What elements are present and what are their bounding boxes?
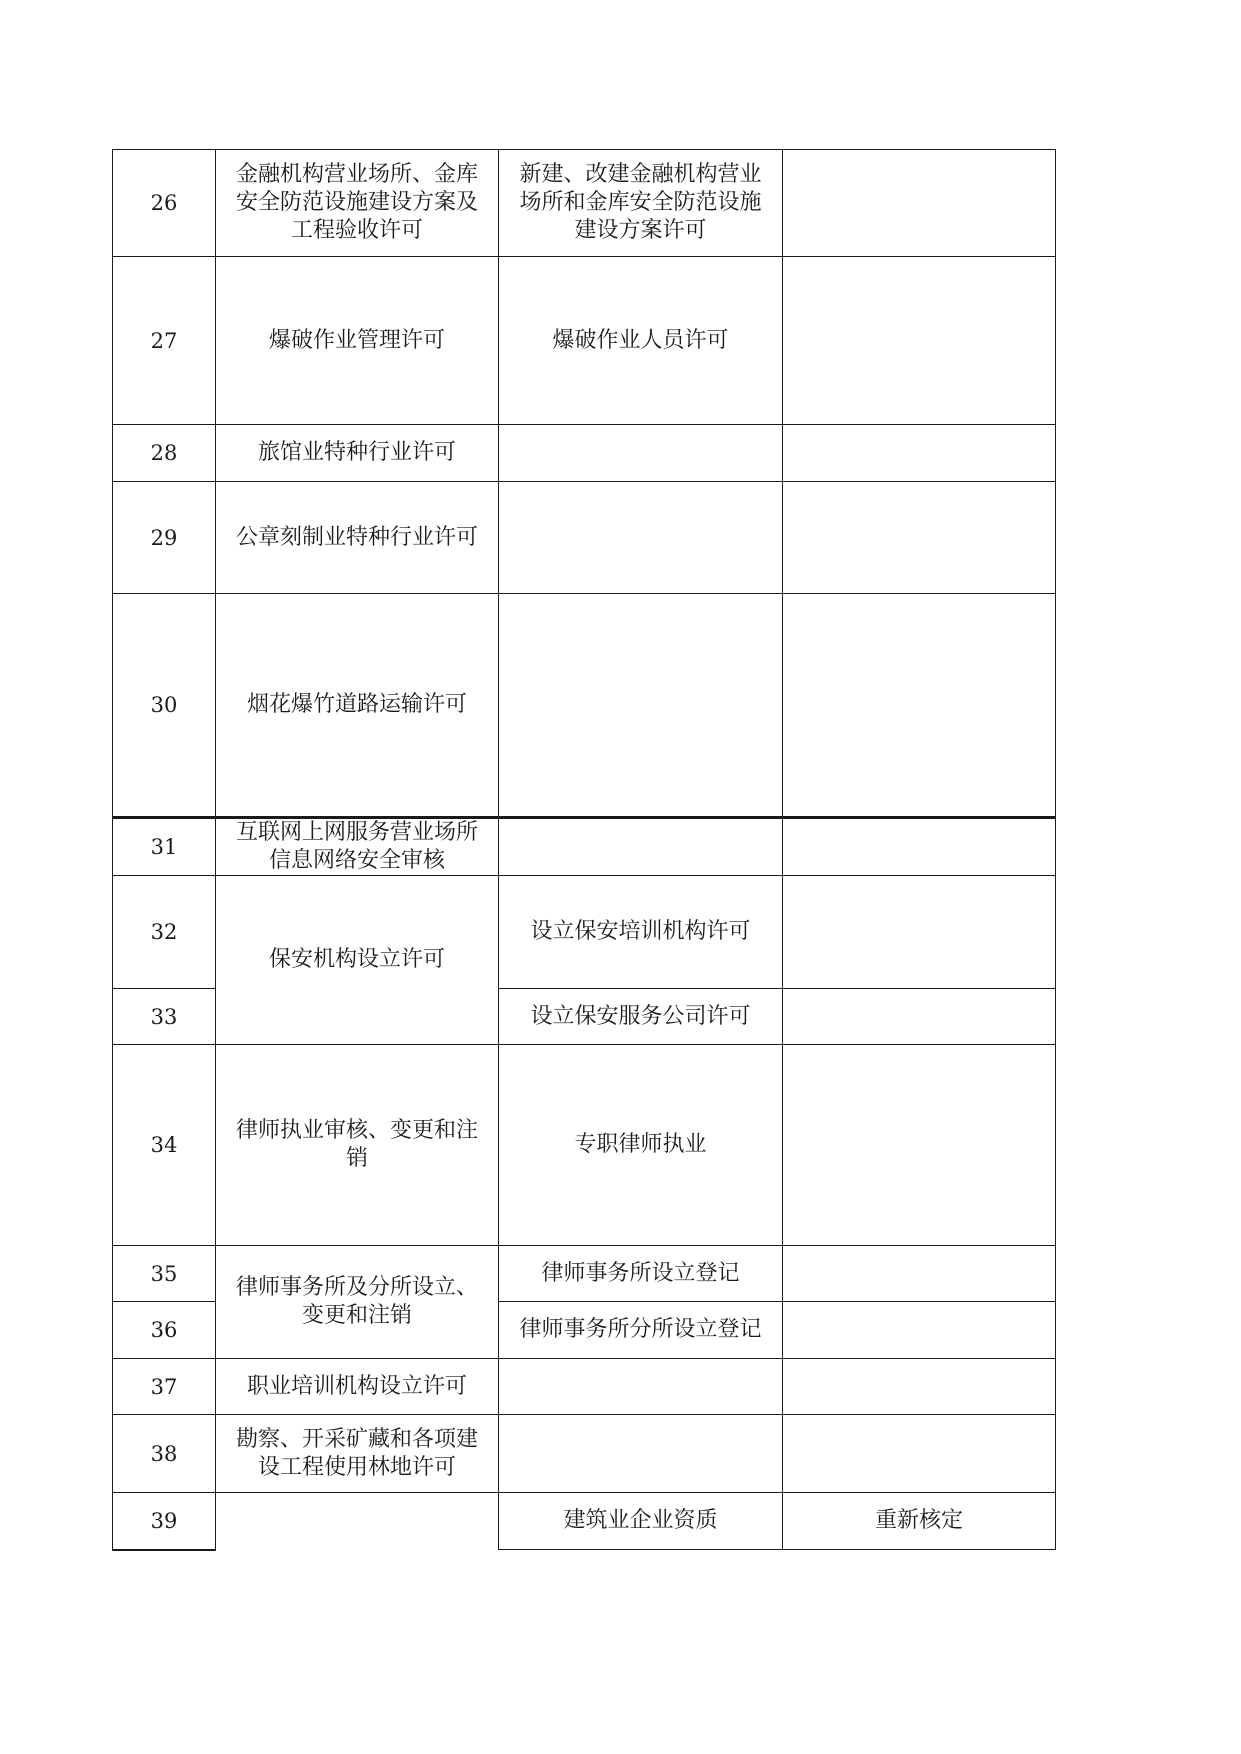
row-number: 37 <box>113 1359 216 1415</box>
permit-subitem: 新建、改建金融机构营业场所和金库安全防范设施建设方案许可 <box>499 150 783 257</box>
permit-table <box>112 149 1056 1551</box>
table-row <box>113 257 1056 425</box>
permit-note <box>783 1045 1056 1246</box>
row-number: 28 <box>113 425 216 482</box>
permit-subitem: 专职律师执业 <box>499 1045 783 1246</box>
row-number: 33 <box>113 989 216 1045</box>
table-row <box>113 594 1056 818</box>
permit-subitem: 律师事务所分所设立登记 <box>499 1302 783 1359</box>
permit-note <box>783 1302 1056 1359</box>
permit-item: 公章刻制业特种行业许可 <box>216 482 499 594</box>
permit-item: 保安机构设立许可 <box>216 876 499 1045</box>
table-row <box>113 1045 1056 1246</box>
permit-subitem: 设立保安培训机构许可 <box>499 876 783 989</box>
row-number: 27 <box>113 257 216 425</box>
permit-item: 旅馆业特种行业许可 <box>216 425 499 482</box>
permit-note: 重新核定 <box>783 1493 1056 1550</box>
permit-note <box>783 594 1056 818</box>
permit-note <box>783 257 1056 425</box>
permit-note <box>783 425 1056 482</box>
permit-subitem <box>499 818 783 876</box>
permit-item: 烟花爆竹道路运输许可 <box>216 594 499 818</box>
permit-subitem <box>499 425 783 482</box>
table-row <box>113 1246 1056 1302</box>
permit-note <box>783 1246 1056 1302</box>
permit-item: 互联网上网服务营业场所信息网络安全审核 <box>216 818 499 876</box>
table-row <box>113 876 1056 989</box>
row-number: 36 <box>113 1302 216 1359</box>
row-number: 35 <box>113 1246 216 1302</box>
permit-note <box>783 150 1056 257</box>
permit-item: 金融机构营业场所、金库安全防范设施建设方案及工程验收许可 <box>216 150 499 257</box>
permit-item: 勘察、开采矿藏和各项建设工程使用林地许可 <box>216 1415 499 1493</box>
permit-item <box>216 1493 499 1550</box>
permit-subitem <box>499 1415 783 1493</box>
permit-subitem <box>499 482 783 594</box>
table-row <box>113 1493 1056 1550</box>
permit-item: 律师执业审核、变更和注销 <box>216 1045 499 1246</box>
row-number: 31 <box>113 818 216 876</box>
permit-subitem: 律师事务所设立登记 <box>499 1246 783 1302</box>
table-row <box>113 1415 1056 1493</box>
permit-note <box>783 482 1056 594</box>
row-number: 26 <box>113 150 216 257</box>
permit-note <box>783 1359 1056 1415</box>
permit-item: 爆破作业管理许可 <box>216 257 499 425</box>
row-number: 29 <box>113 482 216 594</box>
permit-subitem: 设立保安服务公司许可 <box>499 989 783 1045</box>
row-number: 30 <box>113 594 216 818</box>
permit-subitem <box>499 594 783 818</box>
table-row <box>113 1359 1056 1415</box>
permit-subitem <box>499 1359 783 1415</box>
permit-note <box>783 989 1056 1045</box>
permit-item: 律师事务所及分所设立、变更和注销 <box>216 1246 499 1359</box>
row-number: 38 <box>113 1415 216 1493</box>
permit-note <box>783 818 1056 876</box>
table-row <box>113 818 1056 876</box>
table-row <box>113 482 1056 594</box>
permit-note <box>783 1415 1056 1493</box>
permit-subitem: 爆破作业人员许可 <box>499 257 783 425</box>
row-number: 39 <box>113 1493 216 1550</box>
table-row <box>113 150 1056 257</box>
permit-item: 职业培训机构设立许可 <box>216 1359 499 1415</box>
permit-note <box>783 876 1056 989</box>
row-number: 34 <box>113 1045 216 1246</box>
table-row <box>113 425 1056 482</box>
permit-subitem: 建筑业企业资质 <box>499 1493 783 1550</box>
row-number: 32 <box>113 876 216 989</box>
